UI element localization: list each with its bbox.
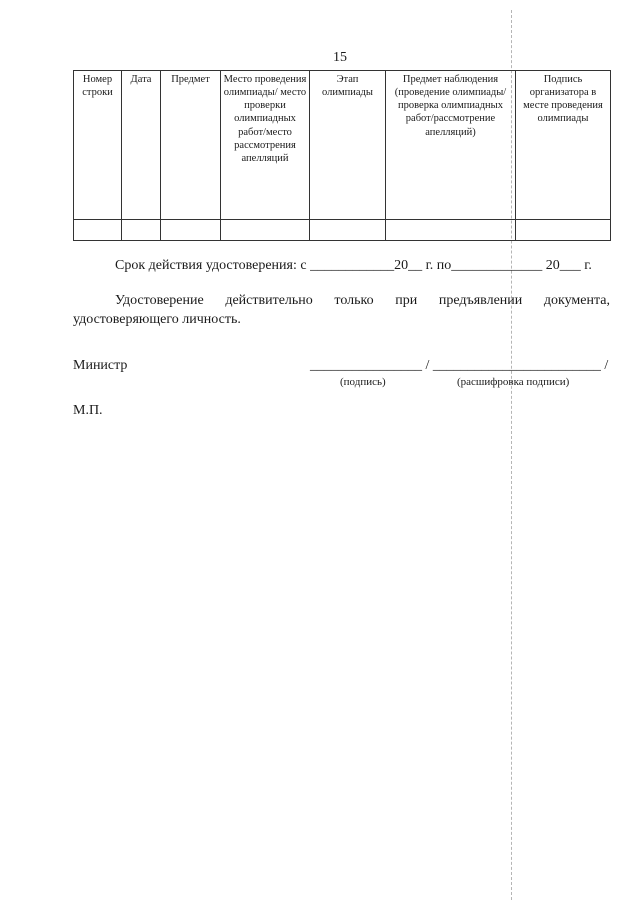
observer-register-table <box>73 70 611 241</box>
table-cell <box>221 220 310 241</box>
header-organizer-signature: Подпись организатора в месте проведения олимпиады <box>516 71 611 220</box>
signature-decoding-caption: (расшифровка подписи) <box>457 376 570 388</box>
table-cell <box>386 220 516 241</box>
table-row <box>74 220 611 241</box>
table-cell <box>74 220 122 241</box>
signature-line: ________________ / ________________________ / <box>310 358 609 373</box>
header-row-number: Номер строки <box>74 71 122 220</box>
table-cell <box>310 220 386 241</box>
header-venue: Место проведения олимпиады/ место проверки олимпиадных работ/место рассмотрения апелляций <box>221 71 310 220</box>
stamp-place-label: М.П. <box>73 403 103 418</box>
table-header-row <box>74 71 611 220</box>
table-cell <box>516 220 611 241</box>
table-cell <box>122 220 161 241</box>
validity-period-text: Срок действия удостоверения: с ____________20__ г. по_____________ 20___ г. <box>115 258 592 273</box>
validity-note: Удостоверение действительно только при предъявлении документа, удостоверяющего личность. <box>73 293 610 327</box>
header-stage: Этап олимпиады <box>310 71 386 220</box>
header-observation-subject: Предмет наблюдения (проведение олимпиады/проверка олимпиадных работ/рассмотрение апелляций) <box>386 71 516 220</box>
header-subject: Предмет <box>161 71 221 220</box>
page-number: 15 <box>333 50 347 65</box>
header-date: Дата <box>122 71 161 220</box>
table-cell <box>161 220 221 241</box>
signature-caption: (подпись) <box>340 376 386 388</box>
signatory-title: Министр <box>73 358 128 373</box>
